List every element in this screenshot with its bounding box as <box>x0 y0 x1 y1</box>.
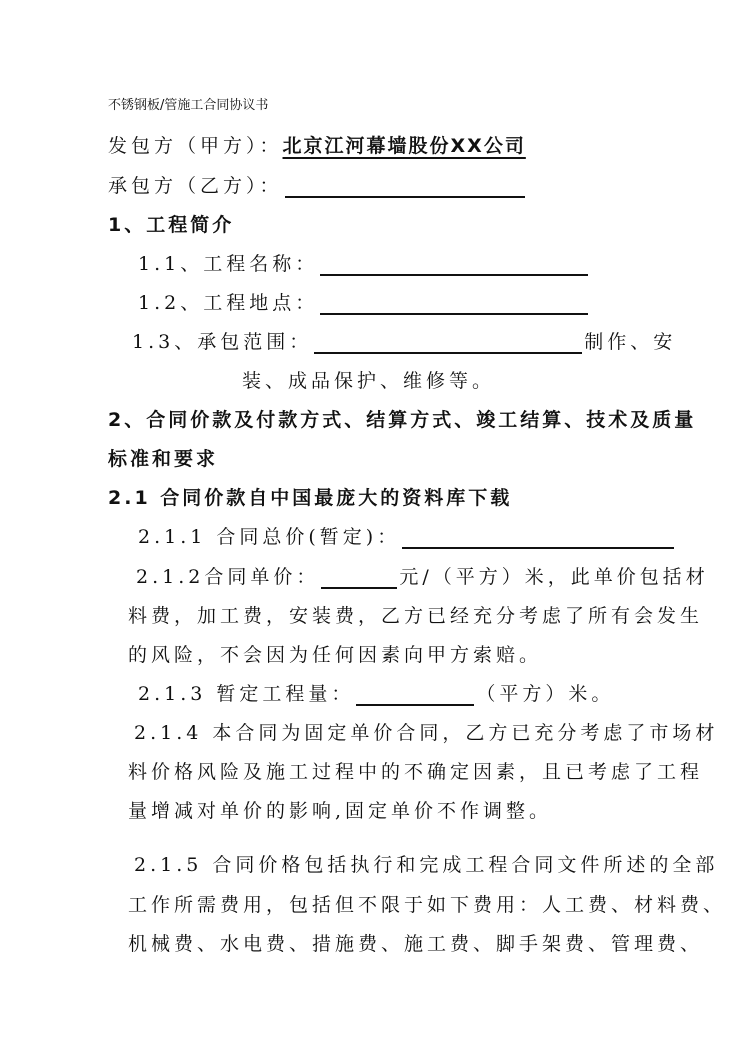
party-b-label: 承包方（乙方）： <box>108 175 283 197</box>
item-2-1-3-suffix: （平方）米。 <box>476 683 615 705</box>
total-price-blank[interactable] <box>402 527 674 549</box>
item-2-1-2-line1 <box>136 565 709 589</box>
item-2-1-1-label: 2.1.1 合同总价(暂定)： <box>138 526 401 548</box>
party-a-value: 北京江河幕墙股份XX公司 <box>282 135 526 157</box>
item-2-1-2-suffix: 元/（平方）米，此单价包括材 <box>399 566 709 588</box>
item-1-1-label: 1.1、工程名称： <box>138 253 319 275</box>
document-header: 不锈钢板/管施工合同协议书 <box>108 98 269 113</box>
item-2-1-2-line2: 料费，加工费，安装费，乙方已经充分考虑了所有会发生 <box>128 605 704 627</box>
item-1-2-label: 1.2、工程地点： <box>138 292 319 314</box>
item-2-1-2-line3: 的风险，不会因为任何因素向甲方索赔。 <box>128 644 543 666</box>
party-a-label: 发包方（甲方）： <box>108 135 283 157</box>
unit-price-blank[interactable] <box>321 567 397 589</box>
party-b-line <box>108 174 527 198</box>
estimated-quantity-blank[interactable] <box>356 684 474 706</box>
item-2-1-3 <box>138 682 614 706</box>
project-name-blank[interactable] <box>320 254 588 276</box>
item-1-3-continuation: 装、成品保护、维修等。 <box>242 370 496 392</box>
project-location-blank[interactable] <box>320 293 588 315</box>
item-2-1-3-label: 2.1.3 暂定工程量： <box>138 683 355 705</box>
party-a-line <box>108 134 526 158</box>
item-1-3-suffix: 制作、安 <box>584 331 677 353</box>
item-2-1-2-label: 2.1.2合同单价： <box>136 566 320 588</box>
item-1-2 <box>138 291 590 315</box>
contract-scope-blank[interactable] <box>314 332 582 354</box>
item-1-1 <box>138 252 590 276</box>
item-1-3 <box>132 330 676 354</box>
party-b-blank[interactable] <box>285 176 525 198</box>
item-2-1-5-line1: 2.1.5 合同价格包括执行和完成工程合同文件所述的全部 <box>134 854 719 876</box>
subsection-2-1-title: 2.1 合同价款自中国最庞大的资料库下载 <box>108 487 513 509</box>
item-2-1-4-line3: 量增减对单价的影响,固定单价不作调整。 <box>128 800 553 822</box>
item-2-1-5-line3: 机械费、水电费、措施费、施工费、脚手架费、管理费、 <box>128 933 704 955</box>
item-2-1-1 <box>138 525 676 549</box>
item-2-1-4-line2: 料价格风险及施工过程中的不确定因素，且已考虑了工程 <box>128 761 704 783</box>
item-2-1-4-line1: 2.1.4 本合同为固定单价合同，乙方已充分考虑了市场材 <box>134 722 719 744</box>
item-2-1-5-line2: 工作所需费用，包括但不限于如下费用：人工费、材料费、 <box>128 894 727 916</box>
item-1-3-label: 1.3、承包范围： <box>132 331 313 353</box>
section2-title-line1: 2、合同价款及付款方式、结算方式、竣工结算、技术及质量 <box>108 409 697 431</box>
section2-title-line2: 标准和要求 <box>108 448 219 470</box>
section1-title: 1、工程简介 <box>108 214 235 236</box>
